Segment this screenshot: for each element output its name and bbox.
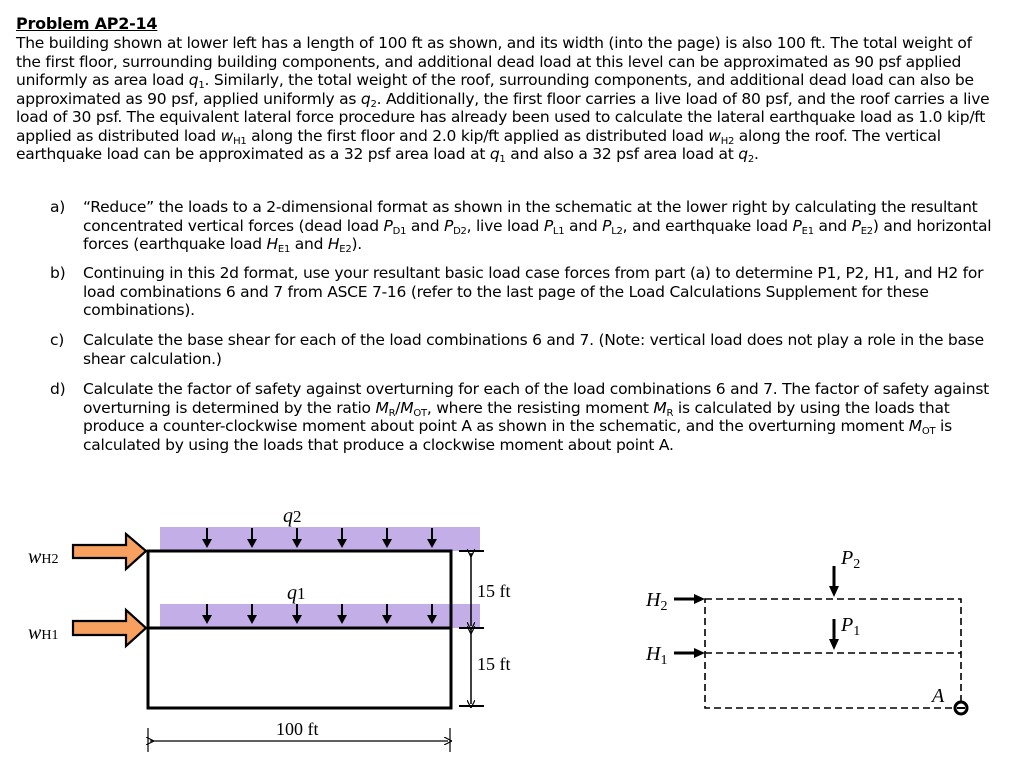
part-b-text: Continuing in this 2d format, use your resultant basic load case forces from part (a) to determine P1, P2, H1, and H2 for load combinations 6 and 7 from ASCE 7-16 (refer to the last page of the Load Calculations Supplement for these combinations). [83, 264, 984, 319]
var-PE2: P [851, 216, 861, 235]
subscript: OT [413, 407, 427, 419]
var-MOT: M [908, 417, 922, 435]
P2-arrow-icon [829, 566, 839, 597]
subscript: E2 [339, 244, 352, 255]
wH2-label: wH2 [28, 546, 59, 568]
schematic-outline [705, 599, 961, 708]
var-wH1: w [220, 126, 234, 145]
wH1-label: wH1 [28, 622, 59, 644]
var-PE1: P [792, 216, 802, 235]
H1-label: $H_1$ [646, 643, 668, 668]
subscript: H2 [720, 135, 735, 147]
subscript: D1 [392, 225, 407, 237]
var-q2: q [360, 89, 371, 108]
intro-text: along the first floor and 2.0 kip/ft applied as distributed load [246, 126, 709, 145]
subscript: D2 [453, 225, 467, 237]
part-b [50, 264, 1000, 320]
subscript: H1 [233, 135, 247, 147]
text: and [564, 216, 603, 235]
text: / [395, 398, 401, 417]
var-PL1: P [543, 216, 553, 235]
var-PD1: P [383, 216, 393, 235]
lower-story-height: 15 ft [477, 654, 511, 674]
subscript: L2 [611, 225, 623, 237]
intro-text: The building shown at lower left has a length of 100 ft as shown, and its width (into the page) is also 100 ft. The total weight of the first floor, surrounding building components, and additional dead load at this level can be approximated as 90 psf applied uniformly as area load [16, 34, 972, 89]
var-q1: q [188, 71, 199, 89]
part-label: d) [50, 380, 66, 398]
part-d [50, 380, 1000, 454]
text: “Reduce” the loads to a 2-dimensional format as shown in the schematic at the lower right by calculating the resultant concentrated vertical forces (dead load [83, 198, 978, 235]
var-MR: M [375, 398, 389, 417]
text: and [813, 216, 852, 235]
part-label: c) [50, 331, 65, 349]
P1-arrow-icon [829, 619, 839, 650]
intro-text: and also a 32 psf area load at [505, 145, 739, 163]
text: is calculated by using the loads that produce a counter-clockwise moment about point A as shown in the schematic, and the overturning moment [83, 398, 950, 435]
P1-label: $P_1$ [841, 614, 861, 639]
subscript: 1 [499, 154, 506, 165]
var-MOT: M [400, 398, 414, 417]
problem-intro [16, 34, 1001, 164]
text: and [406, 216, 444, 235]
H2-label: $H_2$ [646, 589, 668, 614]
point-A-label: A [932, 685, 945, 707]
subscript: R [666, 407, 674, 419]
var-q1: q [489, 145, 500, 163]
text: ) and horizontal forces (earthquake load [83, 216, 992, 253]
H1-arrow-icon [674, 648, 705, 658]
part-d-text [83, 380, 1000, 454]
schematic-figure [620, 530, 1012, 730]
part-c-text: Calculate the base shear for each of the load combinations 6 and 7. (Note: vertical load does not play a role in the base shear calculation.) [83, 331, 984, 368]
lateral-arrow-wH1-icon [73, 610, 146, 646]
subscript: 2 [370, 98, 377, 110]
part-c [50, 331, 1000, 368]
q2-label: q2 [283, 505, 302, 527]
part-a [50, 198, 1000, 254]
H2-arrow-icon [674, 594, 705, 604]
subscript: E2 [860, 225, 873, 237]
var-PL2: P [602, 216, 612, 235]
problem-title: Problem AP2-14 [16, 14, 158, 33]
P2-label: $P_2$ [841, 547, 861, 572]
subscript: E1 [277, 244, 291, 255]
text: ). [351, 235, 362, 253]
part-label: b) [50, 264, 66, 282]
var-wH2: w [708, 126, 721, 145]
text: , live load [466, 216, 544, 235]
intro-text: along the roof. The vertical earthquake load can be approximated as a 32 psf area load at [16, 126, 941, 163]
subscript: R [388, 407, 396, 419]
part-a-text [83, 198, 1000, 254]
var-HE2: H [327, 235, 340, 253]
lateral-arrow-wH2-icon [73, 534, 146, 569]
var-PD2: P [443, 216, 454, 235]
q1-label: q1 [287, 582, 306, 604]
building-length: 100 ft [276, 719, 319, 739]
subscript: 1 [198, 80, 205, 91]
subscript: OT [921, 426, 936, 437]
intro-text: . Additionally, the first floor carries a live load of 80 psf, and the roof carries a live load of 30 psf. The equivalent lateral force procedure has already been used to calculate the lateral earthquake load as 1.0 kip/ft applied as distributed load [16, 89, 990, 145]
text: is calculated by using the loads that produce a clockwise moment about point A. [83, 417, 952, 454]
text: , and earthquake load [622, 216, 793, 235]
text: and [290, 235, 328, 253]
intro-text: . Similarly, the total weight of the roof, surrounding components, and additional dead load can also be approximated as 90 psf, applied uniformly as [16, 71, 974, 108]
subscript: 2 [747, 154, 754, 165]
var-q2: q [738, 145, 748, 163]
upper-story-height: 15 ft [477, 581, 511, 601]
text: Calculate the factor of safety against overturning for each of the load combinations 6 and 7. The factor of safety against overturning is determined by the ratio [83, 380, 989, 417]
var-MR: M [653, 398, 667, 417]
subscript: E1 [801, 225, 814, 237]
var-HE1: H [266, 235, 278, 253]
building-figure [0, 490, 580, 760]
subscript: L1 [552, 225, 565, 237]
text: , where the resisting moment [426, 398, 654, 417]
intro-text: . [754, 145, 759, 163]
height-dimension [459, 551, 484, 706]
part-label: a) [50, 198, 66, 216]
